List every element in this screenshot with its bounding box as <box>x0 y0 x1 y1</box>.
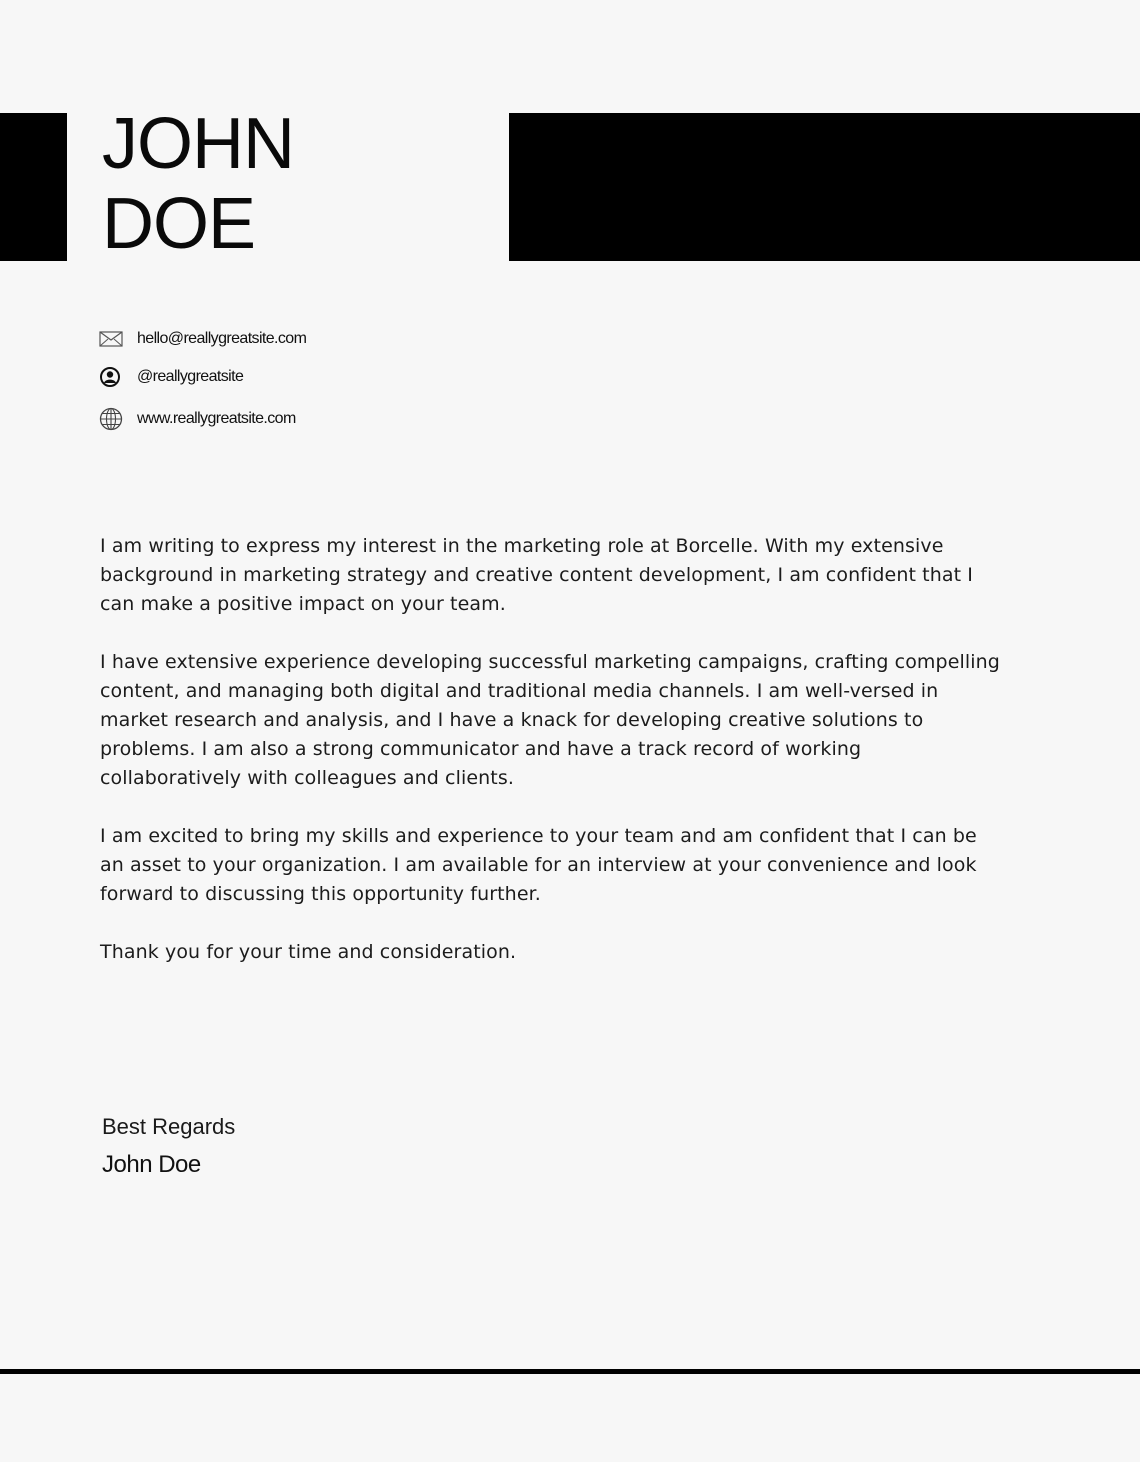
contact-website-text[interactable]: www.reallygreatsite.com <box>137 410 296 427</box>
profile-icon <box>99 365 125 389</box>
last-name: DOE <box>102 184 256 264</box>
applicant-name <box>102 104 294 264</box>
header-accent-bar-right <box>509 113 1140 261</box>
contact-email <box>99 326 306 352</box>
letter-body <box>100 532 1000 996</box>
contact-social-text[interactable]: @reallygreatsite <box>137 368 244 385</box>
letter-paragraph: I am writing to express my interest in the marketing role at Borcelle. With my extensive background in marketing strategy and creative content development, I am confident that I can make a positive impact on your team. <box>100 535 973 615</box>
signature-name: John Doe <box>102 1151 201 1178</box>
contact-website <box>99 406 306 432</box>
contact-social <box>99 364 306 390</box>
letter-paragraph: I have extensive experience developing successful marketing campaigns, crafting compelling content, and managing both digital and traditional media channels. I am well-versed in market research and analysis, and I have a knack for developing creative solutions to problems. I am also a strong communicator and have a track record of working collaboratively with colleagues and clients. <box>100 651 1000 789</box>
envelope-icon <box>99 327 125 351</box>
contact-list <box>99 326 306 444</box>
first-name: JOHN <box>102 104 294 184</box>
letter-paragraph: Thank you for your time and consideration. <box>100 941 517 963</box>
globe-icon <box>99 407 125 431</box>
signoff-block <box>102 1112 235 1182</box>
closing-text: Best Regards <box>102 1114 236 1139</box>
letter-paragraph: I am excited to bring my skills and experience to your team and am confident that I can be an asset to your organization. I am available for an interview at your convenience and look forward to discussing this opportunity further. <box>100 825 977 905</box>
footer-divider <box>0 1369 1140 1374</box>
contact-email-text[interactable]: hello@reallygreatsite.com <box>137 330 307 347</box>
header-accent-bar-left <box>0 113 67 261</box>
